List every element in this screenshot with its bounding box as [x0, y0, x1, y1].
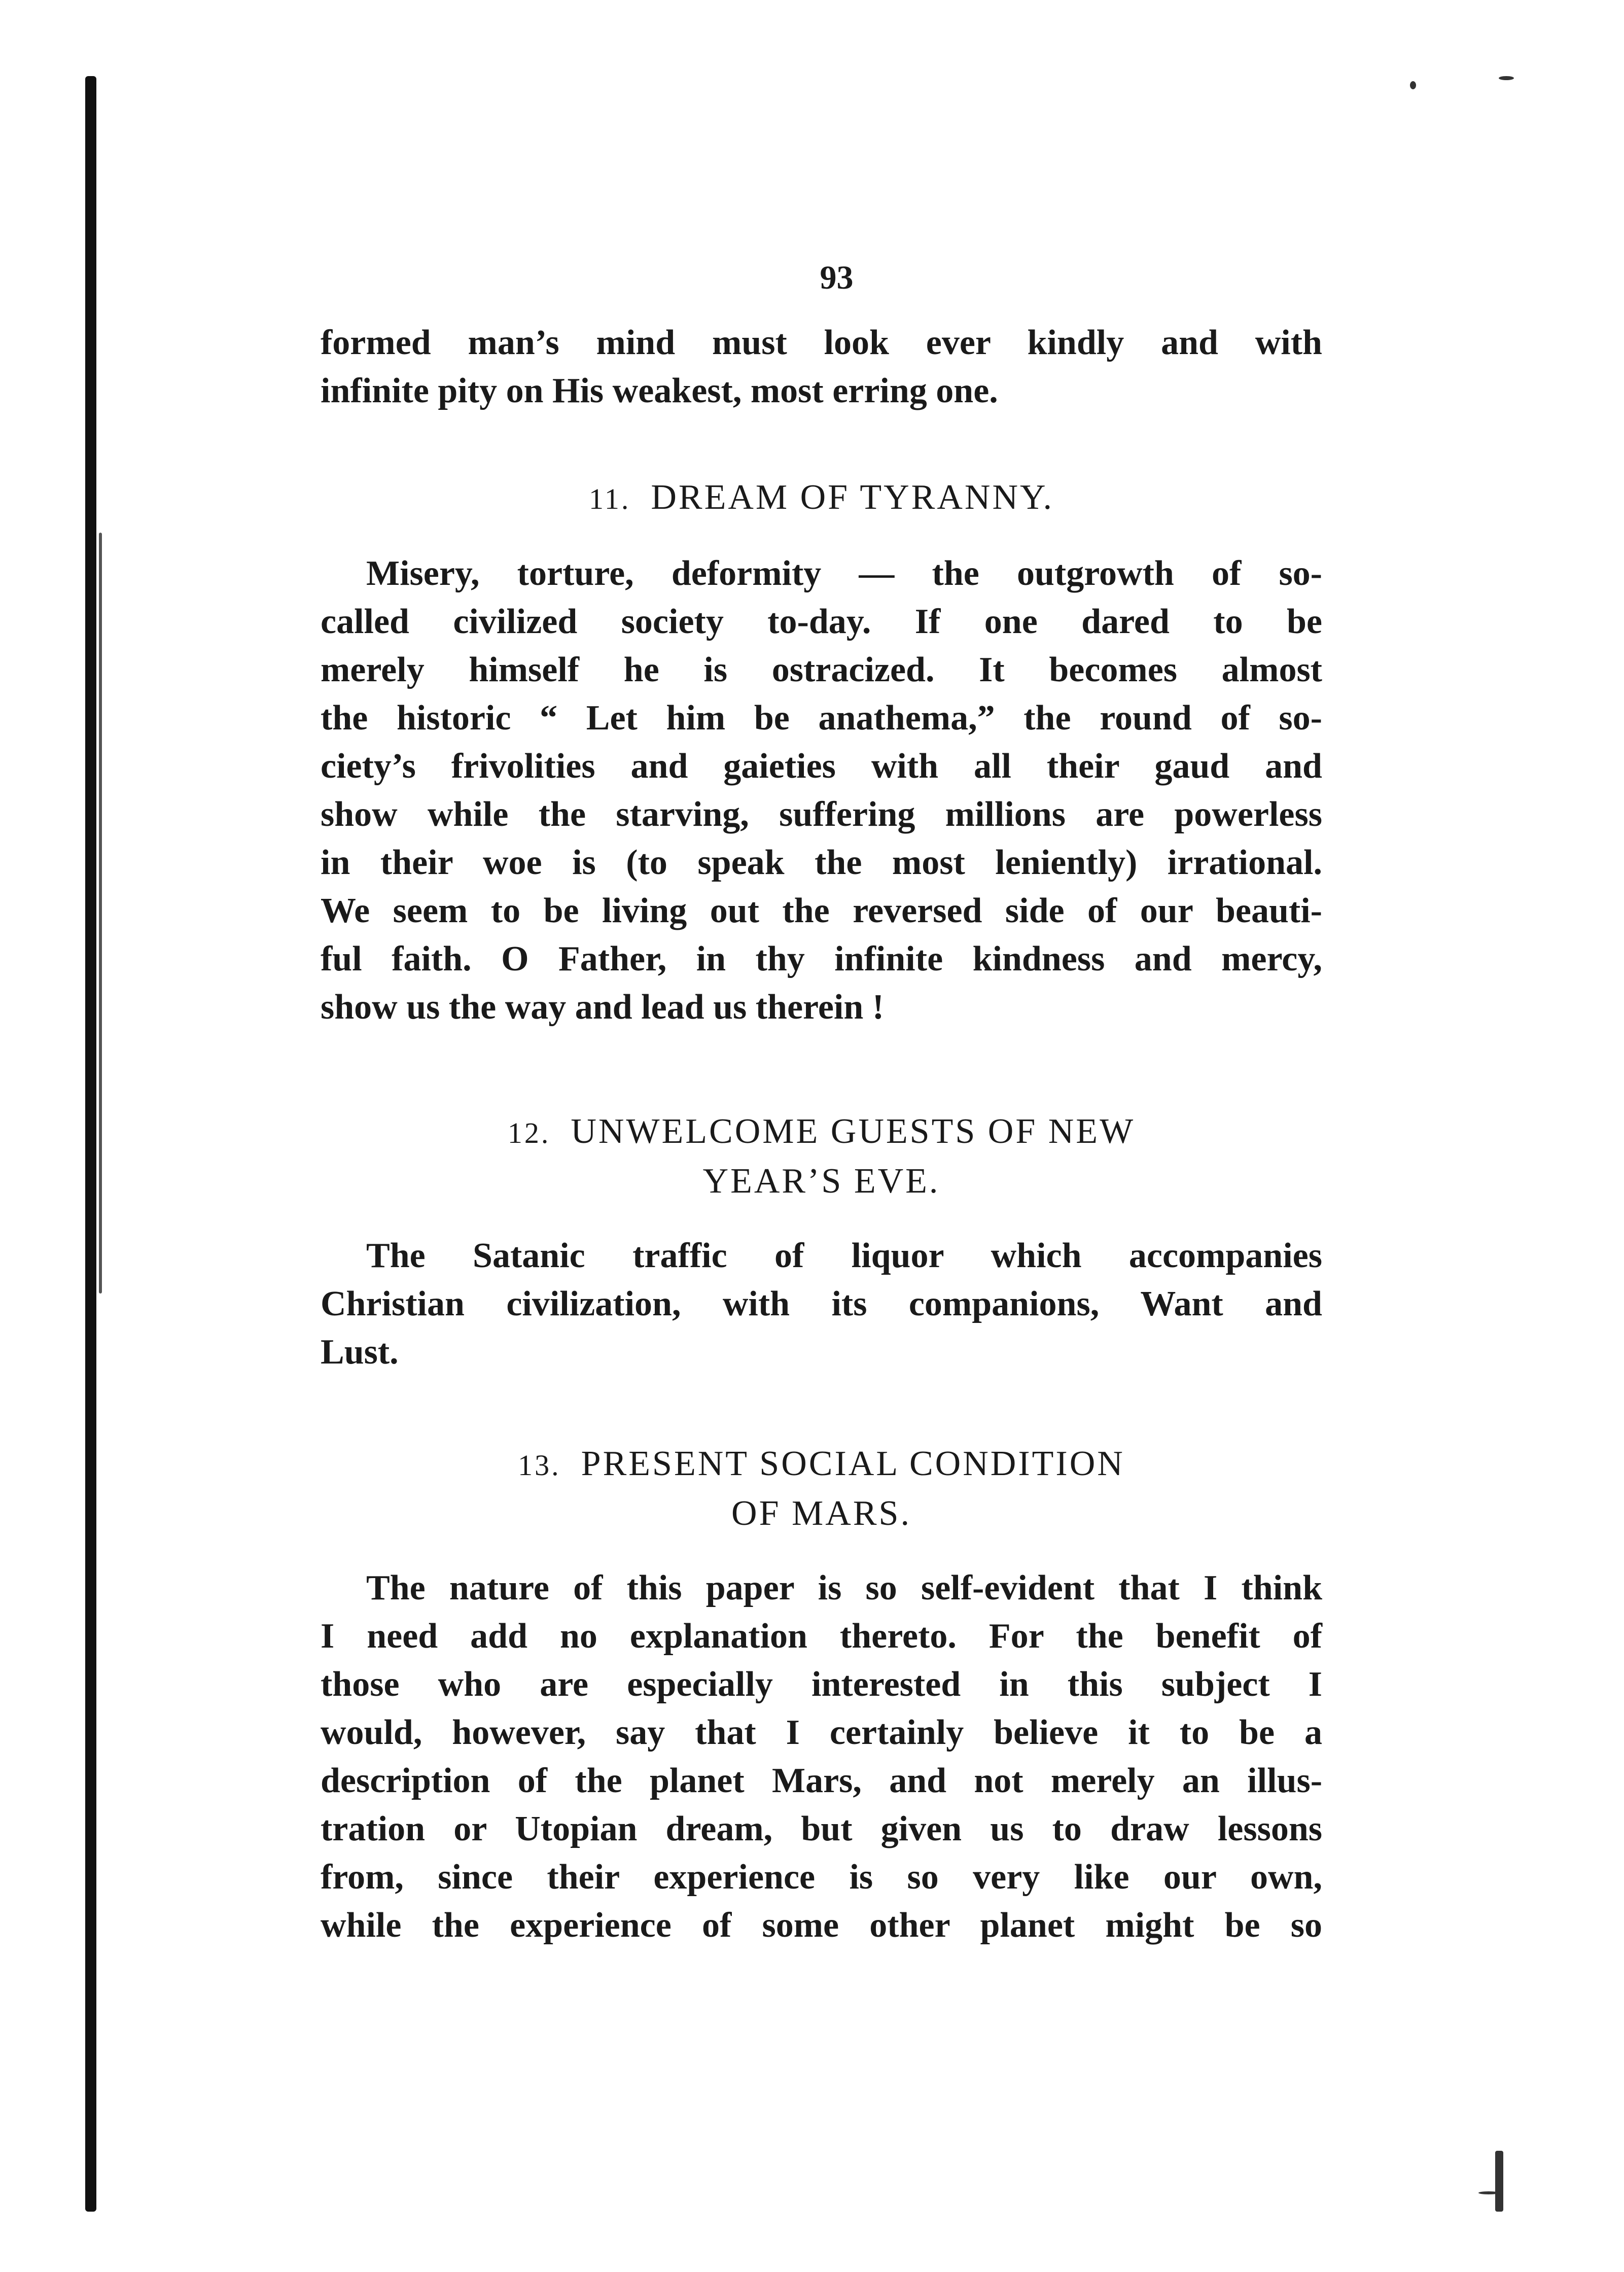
- section-title-line: DREAM OF TYRANNY.: [651, 478, 1054, 517]
- book-binding-edge: [85, 76, 96, 2212]
- paragraph-line: ciety’s frivolities and gaieties with all their gaud and: [321, 747, 1322, 786]
- paragraph-line: show us the way and lead us therein !: [321, 988, 885, 1027]
- paragraph-line: in their woe is (to speak the most leniently) irrational.: [321, 843, 1322, 882]
- paragraph-line: those who are especially interested in this subject I: [321, 1665, 1322, 1704]
- paragraph-line: merely himself he is ostracized. It becomes almost: [321, 650, 1322, 689]
- paragraph-line: from, since their experience is so very like our own,: [321, 1858, 1322, 1897]
- section-title-line: PRESENT SOCIAL CONDITION: [581, 1444, 1125, 1483]
- book-binding-shadow: [99, 533, 102, 1294]
- section-paragraph: [321, 1232, 1322, 1376]
- paragraph-line: We seem to be living out the reversed side of our beauti-: [321, 891, 1322, 930]
- section-paragraph: [321, 549, 1322, 1031]
- paragraph-line: ful faith. O Father, in thy infinite kindness and mercy,: [321, 939, 1322, 978]
- scan-speck: [1495, 2151, 1503, 2212]
- paragraph-line: tration or Utopian dream, but given us to draw lessons: [321, 1809, 1322, 1848]
- section-paragraph: [321, 1564, 1322, 1949]
- paragraph-line: The nature of this paper is so self-evident that I think: [366, 1568, 1322, 1607]
- section-title-line: OF MARS.: [731, 1494, 911, 1533]
- paragraph-line: Christian civilization, with its companions, Want and: [321, 1284, 1322, 1323]
- page-text-block: [321, 259, 1322, 1949]
- section-heading: [321, 1440, 1322, 1537]
- paragraph-line: infinite pity on His weakest, most erring one.: [321, 371, 998, 410]
- paragraph-line: would, however, say that I certainly believe it to be a: [321, 1713, 1322, 1752]
- section-number: 13.: [518, 1449, 561, 1482]
- paragraph-line: The Satanic traffic of liquor which accompanies: [366, 1236, 1322, 1275]
- paragraph-line: while the experience of some other planet might be so: [321, 1906, 1322, 1945]
- opening-paragraph: [321, 319, 1322, 415]
- section-heading: [321, 473, 1322, 523]
- paragraph-line: called civilized society to-day. If one dared to be: [321, 602, 1322, 641]
- section-number: 11.: [588, 482, 631, 515]
- paragraph-line: Lust.: [321, 1333, 399, 1372]
- paragraph-line: description of the planet Mars, and not merely an illus-: [321, 1761, 1322, 1800]
- paragraph-line: formed man’s mind must look ever kindly and with: [321, 323, 1322, 362]
- section-number: 12.: [507, 1116, 551, 1149]
- paragraph-line: the historic “ Let him be anathema,” the round of so-: [321, 698, 1322, 738]
- paragraph-line: Misery, torture, deformity — the outgrowth of so-: [366, 554, 1322, 593]
- paragraph-line: show while the starving, suffering millions are powerless: [321, 795, 1322, 834]
- scan-speck: [1499, 76, 1514, 80]
- section-title-line: UNWELCOME GUESTS OF NEW: [571, 1112, 1136, 1151]
- section-title-line: YEAR’S EVE.: [702, 1162, 940, 1201]
- scan-speck: [1478, 2191, 1499, 2194]
- paragraph-line: I need add no explanation thereto. For the benefit of: [321, 1617, 1322, 1656]
- scan-speck: [1410, 81, 1416, 89]
- section-heading: [321, 1107, 1322, 1205]
- page-number: 93: [820, 259, 854, 296]
